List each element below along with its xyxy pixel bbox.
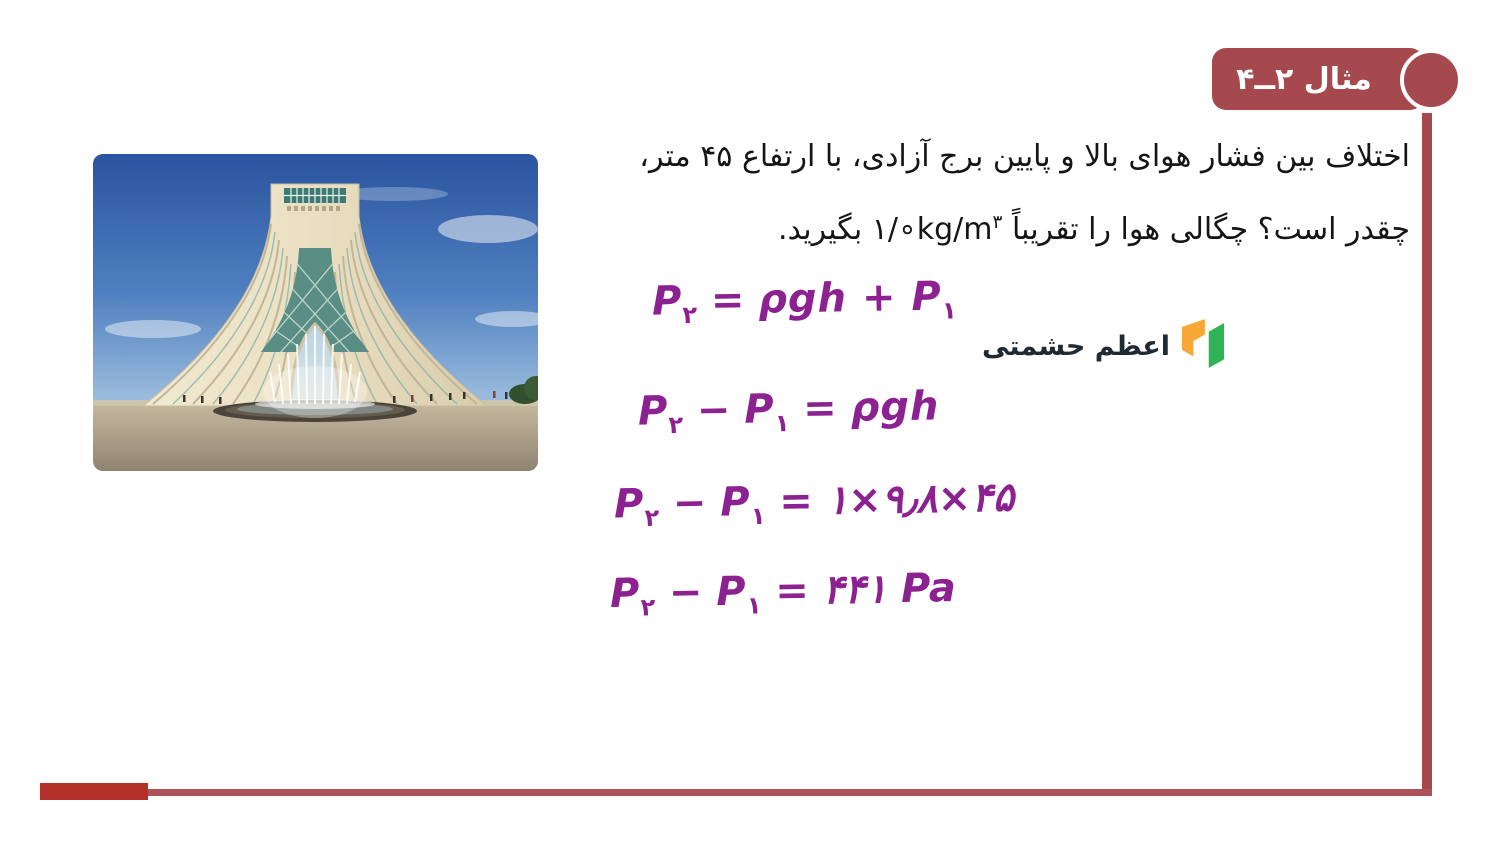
equation-1 xyxy=(652,273,957,329)
equation-4-tail: = ۴۴۱ Pa xyxy=(760,564,958,615)
equation-4-sub2: ۱ xyxy=(746,591,762,620)
equation-2-symbol: P xyxy=(637,388,669,435)
equation-4-sub1: ۲ xyxy=(640,593,656,622)
equation-4-mid: − P xyxy=(654,568,748,617)
equation-2-tail: = ρgh xyxy=(788,383,940,432)
equation-3-sub1: ۲ xyxy=(644,503,660,532)
example-badge xyxy=(1212,48,1424,110)
bottom-left-accent-bar xyxy=(40,783,148,800)
watermark-logo-icon xyxy=(1180,318,1226,374)
equation-1-sub2: ۱ xyxy=(941,296,957,325)
bottom-border-line xyxy=(148,789,1432,796)
equation-3-sub2: ۱ xyxy=(750,501,766,531)
equation-1-mid: = ρgh + P xyxy=(696,273,943,324)
badge-circle-ornament xyxy=(1400,49,1462,111)
problem-line2-end: بگیرید. xyxy=(778,212,872,247)
equation-1-sub1: ۲ xyxy=(682,300,698,330)
equation-2-sub1: ۲ xyxy=(668,410,684,440)
density-value: ۱/∘ xyxy=(871,212,917,247)
density-exponent: ۳ xyxy=(992,212,1003,233)
equation-3-symbol: P xyxy=(613,480,645,528)
equation-1-symbol: P xyxy=(651,278,683,325)
equation-3-mid: − P xyxy=(658,479,752,527)
watermark-name: اعظم حشمتی xyxy=(982,330,1170,362)
equation-2 xyxy=(638,383,940,439)
right-border-line xyxy=(1422,113,1432,796)
equation-3-tail: = ۱×۹٫۸×۴۵ xyxy=(764,474,1015,525)
density-unit-group xyxy=(872,212,1003,247)
problem-line1: اختلاف بین فشار هوای بالا و پایین برج آزادی، با ارتفاع ۴۵ متر، xyxy=(639,139,1410,174)
azadi-tower-illustration xyxy=(93,154,538,471)
equation-2-mid: − P xyxy=(682,386,776,434)
problem-line2-start: چقدر است؟ چگالی هوا را تقریباً xyxy=(1002,212,1410,247)
equation-4-symbol: P xyxy=(609,570,641,618)
equation-3 xyxy=(614,475,1015,533)
example-badge-label: مثال ۲ــ۴ xyxy=(1236,61,1372,97)
watermark-logo xyxy=(982,318,1226,374)
azadi-tower-photo xyxy=(93,154,538,471)
density-unit: kg/m xyxy=(916,212,993,247)
equation-2-sub2: ۱ xyxy=(774,408,790,438)
equation-4 xyxy=(610,565,958,622)
problem-statement xyxy=(580,124,1410,263)
